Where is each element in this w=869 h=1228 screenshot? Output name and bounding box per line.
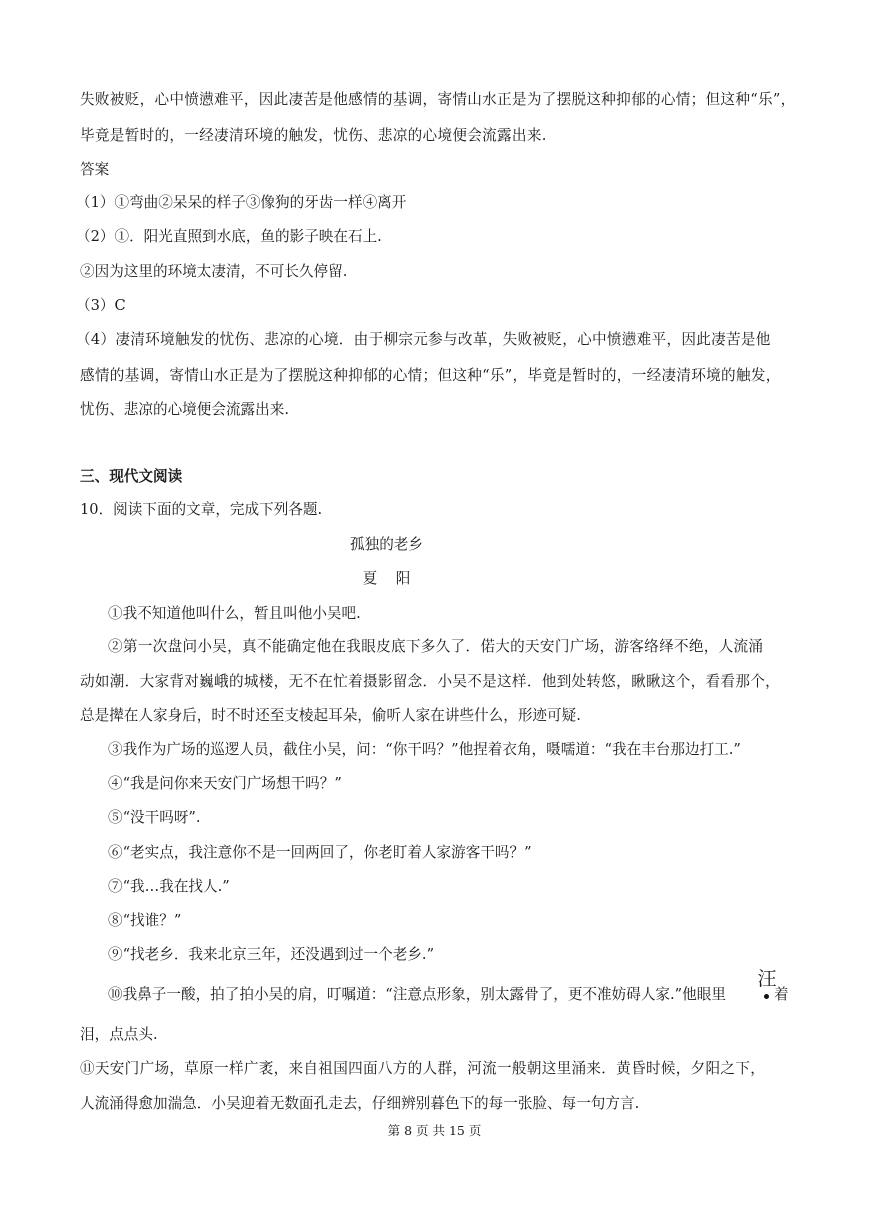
answer-item: （1）①弯曲②呆呆的样子③像狗的牙齿一样④离开 [76, 194, 407, 211]
paragraph-line: 人流涌得愈加湍急．小吴迎着无数面孔走去，仔细辨别暮色下的每一张脸、每一句方言. [80, 1095, 640, 1112]
article-title: 孤独的老乡 [350, 536, 423, 553]
article-author: 夏 阳 [362, 570, 411, 587]
answer-item: （4）凄清环境触发的忧伤、悲凉的心境．由于柳宗元参与改革，失败被贬，心中愤懑难平，因此凄苦是他 [76, 331, 771, 348]
paragraph-line: ⑩我鼻子一酸，拍了拍小吴的肩，叮嘱道：“注意点形象，别太露骨了，更不准妨碍人家.”他眼里 [108, 986, 726, 1003]
paragraph-line: 感情的基调，寄情山水正是为了摆脱这种抑郁的心情；但这种“乐”，毕竟是暂时的，一经凄清环境的触发， [80, 367, 781, 384]
paragraph-line: 毕竟是暂时的，一经凄清环境的触发，忧伤、悲凉的心境便会流露出来. [80, 127, 547, 144]
paragraph-line: ③我作为广场的巡逻人员，截住小吴，问：“你干吗？”他捏着衣角，嗫嚅道：“我在丰台那边打工.” [108, 741, 741, 758]
paragraph-line-end: 着 [774, 986, 789, 1003]
dialogue-line: ⑧“找谁？” [108, 912, 182, 929]
dialogue-line: ⑤“没干吗呀”. [108, 809, 201, 826]
answer-heading: 答案 [80, 161, 110, 178]
annotation-character: 汪 [757, 968, 777, 990]
paragraph-line: 失败被贬，心中愤懑难平，因此凄苦是他感情的基调，寄情山水正是为了摆脱这种抑郁的心情；但这种“乐”， [80, 91, 796, 108]
dialogue-line: ⑥“老实点，我注意你不是一回两回了，你老盯着人家游客干吗？” [108, 844, 532, 861]
paragraph-line: 忧伤、悲凉的心境便会流露出来. [80, 401, 289, 418]
answer-item: ②因为这里的环境太凄清，不可长久停留. [80, 263, 348, 280]
dialogue-line: ④“我是问你来天安门广场想干吗？” [108, 775, 342, 792]
paragraph-line: ⑪天安门广场，草原一样广袤，来自祖国四面八方的人群，河流一般朝这里涌来．黄昏时候，夕阳之下， [80, 1060, 766, 1077]
answer-item: （2）①．阳光直照到水底，鱼的影子映在石上. [76, 228, 382, 245]
paragraph-line: 动如潮．大家背对巍峨的城楼，无不在忙着摄影留念．小吴不是这样．他到处转悠，瞅瞅这个，看看那个， [80, 673, 781, 690]
dialogue-line: ⑦“我…我在找人.” [108, 878, 230, 895]
paragraph-line: ①我不知道他叫什么，暂且叫他小吴吧. [108, 605, 361, 622]
question-prompt: 10．阅读下面的文章，完成下列各题. [80, 501, 323, 518]
annotation-dot [764, 994, 769, 999]
answer-item: （3）C [76, 297, 126, 314]
paragraph-line: 总是撵在人家身后，时不时还至支棱起耳朵，偷听人家在讲些什么，形迹可疑. [80, 707, 581, 724]
page-footer: 第 8 页 共 15 页 [387, 1123, 482, 1138]
section-heading: 三、现代文阅读 [80, 468, 183, 485]
paragraph-line: 泪，点点头. [80, 1026, 158, 1043]
paragraph-line: ②第一次盘问小吴，真不能确定他在我眼皮底下多久了．偌大的天安门广场，游客络绎不绝，人流涌 [108, 638, 764, 655]
dialogue-line: ⑨“找老乡．我来北京三年，还没遇到过一个老乡.” [108, 946, 435, 963]
